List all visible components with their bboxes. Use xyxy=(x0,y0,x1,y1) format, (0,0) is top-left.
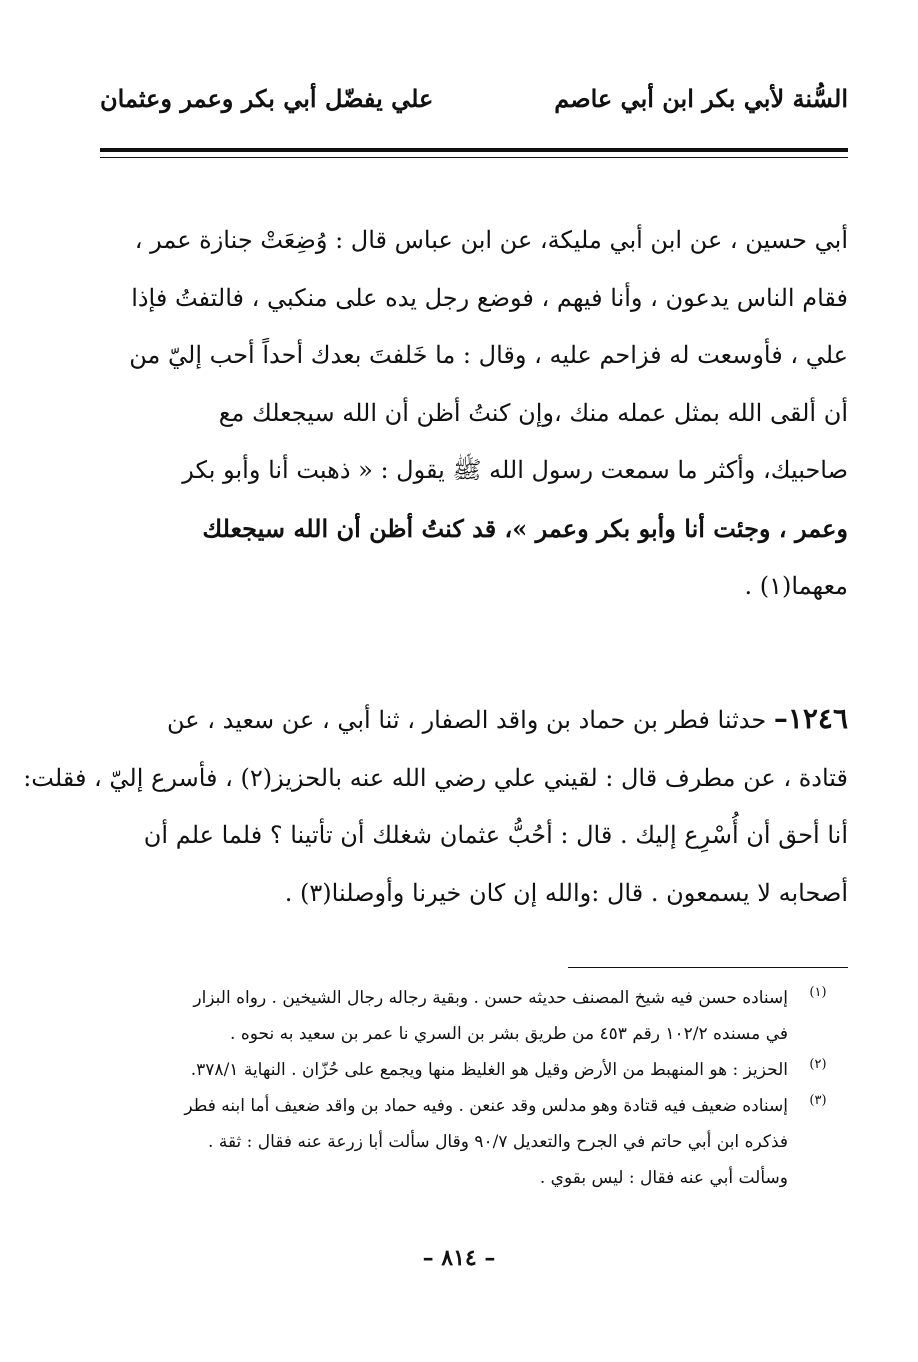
footnote-line: فذكره ابن أبي حاتم في الجرح والتعديل ٩٠/٧ وقال سألت أبا زرعة عنه فقال : ثقة . xyxy=(208,1132,788,1152)
running-header xyxy=(100,78,848,118)
footnote xyxy=(100,980,848,1052)
paragraph-1 xyxy=(100,212,848,615)
book-title: السُّنة لأبي بكر ابن أبي عاصم xyxy=(554,83,848,113)
text-line: أنا أحق أن أُسْرِع إليك . قال : أحُبُّ عثمان شغلك أن تأتينا ؟ فلما علم أن xyxy=(143,821,848,850)
page-number: – ٨١٤ – xyxy=(422,1245,496,1271)
text-line: صاحبيك، وأكثر ما سمعت رسول الله ﷺ يقول : « ذهبت أنا وأبو بكر xyxy=(182,456,848,485)
footnote-line: إسناده حسن فيه شيخ المصنف حديثه حسن . وبقية رجاله رجال الشيخين . رواه البزار xyxy=(193,988,788,1008)
footnote-mark: (٣) xyxy=(809,1093,827,1108)
footnote-line: في مسنده ١٠٢/٢ رقم ٤٥٣ من طريق بشر بن السري نا عمر بن سعيد به نحوه . xyxy=(230,1024,788,1044)
footnote-line: إسناده ضعيف فيه قتادة وهو مدلس وقد عنعن . وفيه حماد بن واقد ضعيف أما ابنه فطر xyxy=(184,1096,788,1116)
footnote-mark: (١) xyxy=(809,985,827,1000)
text-line: علي ، فأوسعت له فزاحم عليه ، وقال : ما خَلفتَ بعدك أحداً أحب إليّ من xyxy=(129,341,848,370)
text-line: أصحابه لا يسمعون . قال :والله إن كان خيرنا وأوصلنا(٣) . xyxy=(284,878,848,907)
hadith-first-line xyxy=(100,690,848,750)
chapter-title: علي يفضّل أبي بكر وعمر وعثمان xyxy=(100,83,434,113)
text-line: أبي حسين ، عن ابن أبي مليكة، عن ابن عباس قال : وُضِعَتْ جنازة عمر ، xyxy=(134,226,848,254)
footnote-mark: (٢) xyxy=(809,1057,827,1072)
footnote xyxy=(100,1088,848,1196)
text-line: قتادة ، عن مطرف قال : لقيني علي رضي الله عنه بالحزيز(٢) ، فأسرع إليّ ، فقلت: xyxy=(23,763,848,792)
text-line: وعمر ، وجئت أنا وأبو بكر وعمر »، قد كنتُ أظن أن الله سيجعلك xyxy=(202,513,848,543)
header-rule-thick xyxy=(100,148,848,152)
text-line: حدثنا فطر بن حماد بن واقد الصفار ، ثنا أبي ، عن سعيد ، عن xyxy=(167,706,767,734)
footnotes xyxy=(100,980,848,1196)
header-rule-thin xyxy=(100,157,848,158)
text-line: فقام الناس يدعون ، وأنا فيهم ، فوضع رجل يده على منكبي ، فالتفتُ فإذا xyxy=(131,283,848,312)
text-line: أن ألقى الله بمثل عمله منك ،وإن كنتُ أظن أن الله سيجعلك مع xyxy=(218,398,848,427)
paragraph-2 xyxy=(23,690,848,922)
footnote-separator xyxy=(568,967,848,968)
footnote-line: الحزيز : هو المنهبط من الأرض وقيل هو الغليظ منها ويجمع على حُزّان . النهاية ٣٧٨/١. xyxy=(190,1060,788,1080)
footnote xyxy=(100,1052,848,1088)
hadith-number: ١٢٤٦– xyxy=(773,702,848,735)
text-line: معهما(١) . xyxy=(744,571,848,600)
footnote-line: وسألت أبي عنه فقال : ليس بقوي . xyxy=(539,1168,788,1188)
